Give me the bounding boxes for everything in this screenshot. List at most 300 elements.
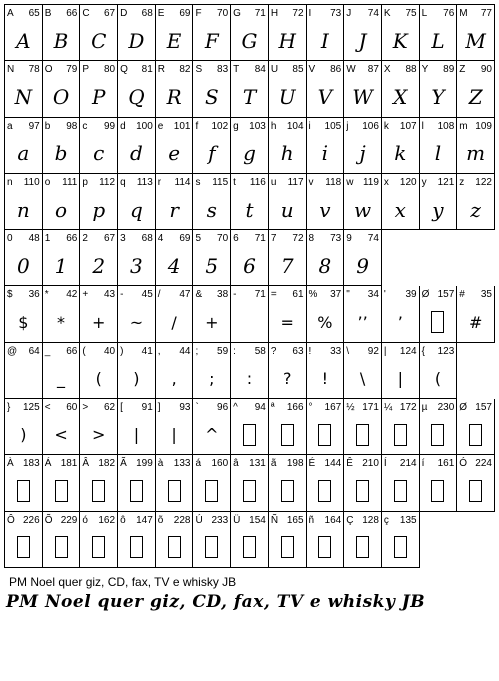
glyph-sample: $	[18, 312, 29, 332]
glyph-code: 162	[98, 514, 116, 526]
glyph-cell	[457, 286, 495, 342]
glyph-character: j	[346, 120, 349, 132]
glyph-cell	[269, 399, 307, 455]
glyph-sample: v	[319, 197, 331, 222]
glyph-cell	[193, 61, 231, 117]
glyph-code: 210	[362, 458, 379, 470]
glyph-sample: M	[465, 28, 486, 53]
glyph-label	[120, 120, 153, 133]
glyph-label	[195, 232, 228, 245]
glyph-character: e	[157, 120, 164, 132]
glyph-sample: b	[54, 141, 68, 166]
glyph-sample: J	[358, 28, 367, 53]
glyph-code: 123	[437, 345, 455, 357]
glyph-character: Z	[459, 64, 466, 76]
glyph-sample: (	[434, 368, 442, 388]
glyph-sample: ;	[209, 368, 215, 388]
glyph-code: 111	[62, 176, 78, 188]
glyph-character: 0	[7, 233, 13, 245]
glyph-code: 71	[254, 8, 266, 19]
glyph-sample: >	[92, 425, 106, 445]
glyph-code: 81	[141, 64, 153, 76]
missing-glyph-box-icon	[269, 528, 306, 567]
glyph-character: 4	[157, 233, 164, 245]
glyph-sample: f	[208, 141, 216, 166]
missing-glyph-box-icon	[193, 471, 230, 510]
glyph-label	[233, 176, 266, 189]
glyph-code: 41	[141, 345, 153, 357]
glyph-code: 97	[28, 120, 40, 132]
missing-glyph-box-icon	[118, 471, 155, 510]
glyph-code: 99	[103, 120, 116, 132]
glyph-character: )	[120, 345, 124, 357]
glyph-cell	[382, 455, 420, 511]
glyph-cell	[420, 174, 458, 230]
glyph-sample: ?	[282, 368, 292, 388]
glyph-cell	[193, 174, 231, 230]
glyph-label	[45, 7, 78, 20]
glyph-cell	[307, 5, 345, 61]
glyph-sample: E	[166, 28, 182, 53]
missing-glyph-box-icon	[118, 528, 155, 567]
glyph-sample: H	[278, 28, 296, 53]
glyph-cell	[5, 399, 43, 455]
glyph-character: w	[346, 176, 354, 188]
glyph-character: à	[157, 458, 164, 470]
glyph-cell	[231, 118, 269, 174]
glyph-cell	[118, 343, 156, 399]
glyph-code: 144	[324, 458, 342, 470]
glyph-cell	[118, 174, 156, 230]
glyph-cell	[344, 230, 382, 286]
glyph-label	[120, 457, 153, 470]
glyph-character: x	[383, 176, 389, 188]
glyph-label	[195, 457, 228, 470]
glyph-character: H	[270, 8, 279, 19]
glyph-code: 118	[325, 176, 342, 188]
glyph-cell	[193, 343, 231, 399]
glyph-label	[120, 232, 153, 245]
glyph-label	[195, 120, 228, 133]
glyph-sample: R	[166, 84, 182, 109]
glyph-label	[233, 514, 266, 527]
glyph-code: 38	[217, 289, 229, 301]
glyph-code: 62	[103, 402, 116, 414]
glyph-cell	[269, 118, 307, 174]
glyph-label	[45, 176, 78, 189]
glyph-code: 78	[28, 64, 40, 76]
glyph-code: 94	[254, 402, 266, 414]
glyph-label	[309, 120, 342, 133]
glyph-cell	[382, 5, 420, 61]
glyph-sample: |	[397, 368, 403, 388]
missing-glyph-box-icon	[193, 528, 230, 567]
glyph-character: a	[7, 120, 13, 132]
glyph-code: 106	[362, 120, 379, 132]
glyph-label	[45, 401, 78, 414]
glyph-label	[233, 7, 266, 20]
glyph-label	[346, 514, 379, 527]
glyph-sample: |	[133, 425, 140, 445]
glyph-sample: *	[57, 312, 66, 332]
glyph-character: ;	[195, 345, 199, 357]
glyph-cell	[231, 174, 269, 230]
glyph-label	[422, 288, 455, 301]
glyph-cell	[269, 512, 307, 568]
glyph-sample: h	[280, 141, 294, 166]
glyph-label	[45, 514, 78, 527]
glyph-sample: _	[57, 368, 66, 388]
glyph-code: 67	[103, 233, 116, 245]
missing-glyph-box-icon	[457, 471, 494, 510]
glyph-sample: e	[168, 141, 181, 166]
glyph-character: *	[44, 289, 49, 301]
glyph-label	[195, 176, 228, 189]
glyph-code: 160	[211, 458, 229, 470]
glyph-code: 63	[292, 345, 304, 357]
glyph-cell	[156, 343, 194, 399]
glyph-cell	[193, 512, 231, 568]
glyph-character: C	[82, 8, 90, 19]
glyph-sample: d	[130, 141, 143, 166]
glyph-character: Õ	[44, 514, 53, 526]
glyph-label	[309, 232, 342, 245]
glyph-cell	[80, 230, 118, 286]
glyph-label	[233, 345, 266, 358]
glyph-cell	[156, 230, 194, 286]
glyph-code: 167	[324, 402, 342, 414]
glyph-character: "	[346, 289, 350, 301]
glyph-sample: U	[278, 84, 296, 109]
glyph-label	[309, 288, 342, 301]
glyph-code: 113	[136, 176, 153, 188]
glyph-cell	[457, 174, 495, 230]
glyph-sample: <	[54, 425, 68, 445]
glyph-cell	[382, 118, 420, 174]
glyph-label	[7, 176, 40, 189]
glyph-sample: p	[92, 197, 106, 222]
glyph-sample: O	[52, 84, 70, 109]
glyph-cell	[457, 5, 495, 61]
glyph-label	[82, 63, 115, 76]
glyph-cell	[231, 512, 269, 568]
glyph-sample: c	[93, 141, 105, 166]
glyph-cell	[43, 230, 81, 286]
glyph-character: ,	[157, 345, 161, 357]
glyph-label	[120, 288, 153, 301]
glyph-character: $	[7, 289, 13, 301]
glyph-cell	[43, 286, 81, 342]
glyph-label	[271, 120, 304, 133]
glyph-code: 164	[324, 514, 342, 526]
glyph-code: 119	[362, 176, 379, 188]
glyph-label	[7, 514, 40, 527]
glyph-code: 84	[254, 64, 266, 76]
glyph-cell	[156, 455, 194, 511]
glyph-cell	[118, 61, 156, 117]
glyph-character: 1	[44, 233, 51, 245]
glyph-sample: m	[466, 141, 486, 166]
glyph-code: 109	[475, 120, 492, 132]
glyph-code: 72	[292, 233, 304, 245]
glyph-code: 114	[174, 176, 191, 188]
missing-glyph-box-icon	[80, 471, 117, 510]
glyph-sample: a	[17, 141, 30, 166]
glyph-cell	[231, 286, 269, 342]
empty-cell	[420, 512, 458, 568]
missing-glyph-box-icon	[231, 471, 268, 510]
glyph-character: ñ	[308, 514, 315, 526]
glyph-code: 98	[66, 120, 78, 132]
glyph-character: T	[233, 64, 240, 76]
glyph-character: 8	[308, 233, 315, 245]
glyph-sample: 0	[16, 253, 30, 278]
glyph-cell	[231, 230, 269, 286]
glyph-character: >	[82, 402, 89, 414]
glyph-character: X	[383, 64, 391, 76]
glyph-character: d	[120, 120, 126, 132]
glyph-label	[346, 120, 379, 133]
glyph-label	[271, 7, 304, 20]
glyph-code: 68	[141, 233, 153, 245]
glyph-character: Ñ	[270, 514, 279, 526]
glyph-label	[346, 176, 379, 189]
glyph-character: ã	[270, 458, 277, 470]
glyph-cell	[193, 286, 231, 342]
glyph-character: n	[7, 176, 13, 188]
glyph-sample: 2	[92, 253, 106, 278]
glyph-sample: 3	[130, 253, 143, 278]
glyph-character: Á	[44, 458, 52, 470]
glyph-label	[271, 401, 304, 414]
glyph-code: 226	[23, 514, 40, 526]
glyph-character: +	[82, 289, 89, 301]
glyph-character: {	[421, 345, 425, 357]
glyph-label	[7, 288, 40, 301]
glyph-cell	[193, 230, 231, 286]
glyph-character: L	[421, 8, 428, 19]
glyph-code: 42	[66, 289, 78, 301]
empty-cell	[420, 230, 458, 286]
glyph-character: S	[195, 64, 203, 76]
glyph-code: 45	[141, 289, 153, 301]
glyph-sample: ,	[171, 368, 177, 388]
glyph-label	[120, 401, 153, 414]
glyph-character: Ø	[421, 289, 430, 301]
glyph-label	[422, 120, 455, 133]
glyph-cell	[118, 455, 156, 511]
glyph-label	[346, 457, 379, 470]
glyph-label	[45, 345, 78, 358]
glyph-code: 87	[367, 64, 379, 76]
glyph-sample: +	[92, 312, 106, 332]
glyph-label	[309, 514, 342, 527]
glyph-sample: o	[55, 197, 68, 222]
glyph-character: z	[459, 176, 465, 188]
glyph-character: `	[195, 402, 199, 414]
glyph-character: b	[44, 120, 51, 132]
glyph-sample: #	[468, 312, 483, 332]
glyph-label	[7, 232, 40, 245]
glyph-code: 154	[249, 514, 266, 526]
glyph-character: V	[308, 64, 316, 76]
glyph-label	[459, 120, 492, 133]
glyph-cell	[193, 5, 231, 61]
glyph-label	[158, 120, 191, 133]
glyph-label	[346, 288, 379, 301]
glyph-cell	[80, 118, 118, 174]
glyph-cell	[307, 230, 345, 286]
glyph-cell	[344, 118, 382, 174]
glyph-code: 67	[103, 8, 116, 19]
missing-glyph-box-icon	[5, 471, 42, 510]
glyph-cell	[382, 399, 420, 455]
glyph-character: f	[195, 120, 199, 132]
glyph-code: 120	[399, 176, 417, 188]
glyph-character: c	[82, 120, 88, 132]
glyph-label	[7, 345, 40, 358]
glyph-cell	[307, 286, 345, 342]
glyph-code: 117	[287, 176, 304, 188]
missing-glyph-box-icon	[420, 302, 457, 341]
glyph-code: 75	[405, 8, 417, 19]
glyph-character: Y	[421, 64, 429, 76]
glyph-label	[82, 514, 115, 527]
glyph-code: 73	[330, 233, 342, 245]
glyph-character: á	[195, 458, 202, 470]
glyph-character: @	[7, 345, 18, 357]
glyph-label	[309, 7, 342, 20]
missing-glyph-box-icon	[269, 415, 306, 454]
glyph-character: U	[270, 64, 279, 76]
glyph-code: 39	[405, 289, 417, 301]
missing-glyph-box-icon	[307, 415, 344, 454]
glyph-code: 64	[28, 345, 40, 357]
glyph-character: F	[195, 8, 202, 19]
glyph-code: 74	[367, 8, 379, 19]
glyph-cell	[43, 399, 81, 455]
glyph-sample: I	[320, 28, 329, 53]
glyph-label	[158, 176, 191, 189]
glyph-code: 58	[254, 345, 266, 357]
glyph-label	[195, 345, 228, 358]
glyph-sample: ~	[129, 312, 144, 332]
glyph-label	[459, 63, 492, 76]
glyph-label	[158, 401, 191, 414]
glyph-sample: u	[280, 197, 294, 222]
glyph-cell	[156, 174, 194, 230]
glyph-label	[82, 120, 115, 133]
glyph-code: 100	[136, 120, 153, 132]
glyph-label	[271, 176, 304, 189]
glyph-label	[384, 63, 417, 76]
glyph-code: 37	[330, 289, 342, 301]
glyph-character: \	[346, 345, 349, 357]
missing-glyph-box-icon	[231, 528, 268, 567]
glyph-code: 70	[217, 8, 229, 19]
missing-glyph-box-icon	[80, 528, 117, 567]
glyph-cell	[80, 286, 118, 342]
glyph-code: 61	[292, 289, 304, 301]
glyph-character: _	[44, 345, 51, 357]
glyph-character: Â	[82, 458, 90, 470]
glyph-cell	[344, 174, 382, 230]
glyph-label	[422, 176, 455, 189]
glyph-sample: 5	[205, 253, 219, 278]
glyph-sample: y	[432, 197, 444, 222]
glyph-code: 224	[475, 458, 492, 470]
glyph-code: 43	[103, 289, 116, 301]
glyph-label	[346, 345, 379, 358]
glyph-sample: j	[359, 141, 366, 166]
glyph-code: 66	[66, 8, 78, 19]
glyph-label	[158, 288, 191, 301]
glyph-sample: !	[321, 368, 329, 388]
glyph-character: '	[383, 289, 386, 301]
glyph-cell	[457, 399, 495, 455]
glyph-code: 124	[399, 345, 417, 357]
glyph-sample: X	[393, 84, 408, 109]
glyph-cell	[118, 5, 156, 61]
glyph-code: 36	[28, 289, 40, 301]
glyph-cell	[269, 174, 307, 230]
glyph-code: 122	[475, 176, 492, 188]
glyph-cell	[43, 343, 81, 399]
glyph-label	[384, 288, 417, 301]
glyph-sample: Z	[468, 84, 483, 109]
character-map-grid	[4, 4, 495, 568]
glyph-cell	[307, 455, 345, 511]
glyph-character: É	[308, 458, 316, 470]
glyph-character: 3	[120, 233, 126, 245]
glyph-label	[309, 457, 342, 470]
glyph-sample: %	[317, 312, 333, 332]
glyph-cell	[344, 399, 382, 455]
glyph-sample: g	[243, 141, 256, 166]
glyph-label	[384, 514, 417, 527]
glyph-sample: 4	[167, 253, 181, 278]
glyph-code: 101	[173, 120, 191, 132]
glyph-label	[233, 288, 266, 301]
glyph-label	[120, 63, 153, 76]
missing-glyph-box-icon	[382, 528, 419, 567]
glyph-character: k	[383, 120, 389, 132]
missing-glyph-box-icon	[156, 528, 193, 567]
glyph-sample: (	[95, 368, 102, 388]
glyph-code: 68	[141, 8, 153, 19]
glyph-label	[346, 232, 379, 245]
glyph-cell	[382, 174, 420, 230]
glyph-label	[7, 7, 40, 20]
glyph-character: t	[233, 176, 236, 188]
glyph-cell	[80, 455, 118, 511]
glyph-cell	[5, 343, 43, 399]
glyph-label	[82, 232, 115, 245]
glyph-label	[7, 120, 40, 133]
glyph-sample: D	[128, 28, 145, 53]
glyph-character: v	[308, 176, 314, 188]
missing-glyph-box-icon	[307, 528, 344, 567]
glyph-character: (	[82, 345, 86, 357]
glyph-character: 6	[233, 233, 239, 245]
glyph-code: 82	[179, 64, 191, 76]
glyph-cell	[43, 174, 81, 230]
glyph-sample: N	[14, 84, 33, 109]
glyph-cell	[118, 286, 156, 342]
glyph-cell	[43, 5, 81, 61]
missing-glyph-box-icon	[231, 415, 268, 454]
glyph-sample: T	[242, 84, 257, 109]
